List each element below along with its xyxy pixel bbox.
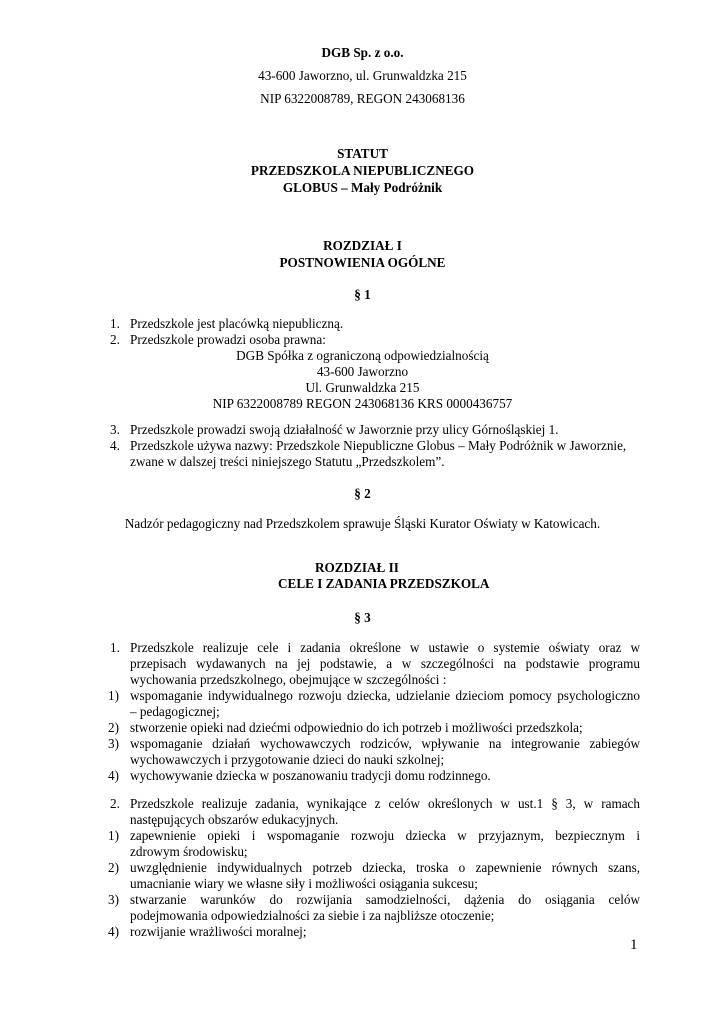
task-3-number: 3) — [108, 892, 119, 907]
item-1-number: 1. — [110, 316, 120, 331]
goal-3-number: 3) — [108, 736, 119, 751]
title-line-3: GLOBUS – Mały Podróżnik — [282, 180, 443, 195]
paragraph-2-sign: § 2 — [354, 486, 371, 501]
item-3-number: 3. — [110, 422, 120, 437]
owner-city: 43-600 Jaworzno — [316, 364, 409, 379]
task-2-line-1: uwzględnienie indywidualnych potrzeb dziecka, troska o zapewnienie równych szans, — [130, 860, 640, 875]
item-1-text: Przedszkole jest placówką niepubliczną. — [130, 316, 344, 331]
item-3-text: Przedszkole prowadzi swoją działalność w Jaworznie przy ulicy Górnośląskiej 1. — [130, 422, 559, 437]
company-ids: NIP 6322008789, REGON 243068136 — [260, 91, 465, 106]
task-3-line-2: podejmowania odpowiedzialności za siebie i za najbliższe otoczenie; — [130, 908, 495, 923]
paragraph-3-sign: § 3 — [354, 610, 371, 625]
task-2-number: 2) — [108, 860, 119, 875]
task-4-number: 4) — [108, 924, 119, 939]
page-number: 1 — [630, 937, 638, 953]
point-2-line-1: Przedszkole realizuje zadania, wynikające z celów określonych w ust.1 § 3, w ramach — [130, 796, 640, 811]
item-4-line-2: zwane w dalszej treści niniejszego Statutu „Przedszkolem”. — [130, 454, 445, 469]
item-4-line-1: Przedszkole używa nazwy: Przedszkole Niepubliczne Globus – Mały Podróżnik w Jaworznie, — [130, 438, 627, 453]
chapter1-subheading: POSTNOWIENIA OGÓLNE — [279, 255, 446, 270]
task-4-line-1: rozwijanie wrażliwości moralnej; — [130, 924, 307, 939]
goal-1-number: 1) — [108, 688, 119, 703]
supervision-text: Nadzór pedagogiczny nad Przedszkolem sprawuje Śląski Kurator Oświaty w Katowicach. — [124, 516, 601, 531]
item-2-number: 2. — [110, 332, 120, 347]
goal-2-number: 2) — [108, 720, 119, 735]
point-2-number: 2. — [110, 796, 120, 811]
task-1-line-1: zapewnienie opieki i wspomaganie rozwoju dziecka w przyjaznym, bezpiecznym i — [130, 828, 640, 843]
point-1-line-3: wychowania przedszkolnego, obejmujące w szczególności : — [130, 672, 447, 687]
goal-3-line-1: wspomaganie działań wychowawczych rodziców, wpływanie na integrowanie zabiegów — [130, 736, 640, 751]
goal-1-line-2: – pedagogicznej; — [130, 704, 220, 719]
goal-1-line-1: wspomaganie indywidualnego rozwoju dziecka, udzielanie dzieciom pomocy psychologiczno — [130, 688, 640, 703]
paragraph-1-sign: § 1 — [354, 287, 371, 302]
title-line-2: PRZEDSZKOLA NIEPUBLICZNEGO — [250, 163, 475, 178]
task-2-line-2: umacnianie wiary we własne siły i możliwości osiągania sukcesu; — [130, 876, 478, 891]
title-line-1: STATUT — [337, 146, 388, 161]
point-1-number: 1. — [110, 640, 120, 655]
owner-name: DGB Spółka z ograniczoną odpowiedzialnością — [236, 348, 489, 363]
item-2-text: Przedszkole prowadzi osoba prawna: — [130, 332, 326, 347]
owner-ids: NIP 6322008789 REGON 243068136 KRS 0000436757 — [212, 396, 513, 411]
item-4-number: 4. — [110, 438, 120, 453]
chapter2-subheading: CELE I ZADANIA PRZEDSZKOLA — [278, 576, 490, 591]
owner-street: Ul. Grunwaldzka 215 — [305, 380, 420, 395]
goal-2-line-1: stworzenie opieki nad dziećmi odpowiednio do ich potrzeb i możliwości przedszkola; — [130, 720, 583, 735]
task-1-number: 1) — [108, 828, 119, 843]
point-1-line-1: Przedszkole realizuje cele i zadania określone w ustawie o systemie oświaty oraz w — [130, 640, 640, 655]
point-1-line-2: przepisach wydawanych na jej podstawie, a w szczególności na podstawie programu — [130, 656, 640, 671]
point-2-line-2: następujących obszarów edukacyjnych. — [130, 812, 339, 827]
goal-3-line-2: wychowawczych i przygotowanie dzieci do nauki szkolnej; — [130, 752, 445, 767]
goal-4-number: 4) — [108, 768, 119, 783]
task-3-line-1: stwarzanie warunków do rozwijania samodzielności, dążenia do osiągania celów — [130, 892, 640, 907]
goal-4-line-1: wychowywanie dziecka w poszanowaniu tradycji domu rodzinnego. — [130, 768, 491, 783]
company-name: DGB Sp. z o.o. — [321, 45, 404, 60]
company-address: 43-600 Jaworzno, ul. Grunwaldzka 215 — [258, 68, 467, 83]
chapter2-heading: ROZDZIAŁ II — [315, 560, 399, 575]
task-1-line-2: zdrowym środowisku; — [130, 844, 248, 859]
chapter1-heading: ROZDZIAŁ I — [323, 238, 402, 253]
